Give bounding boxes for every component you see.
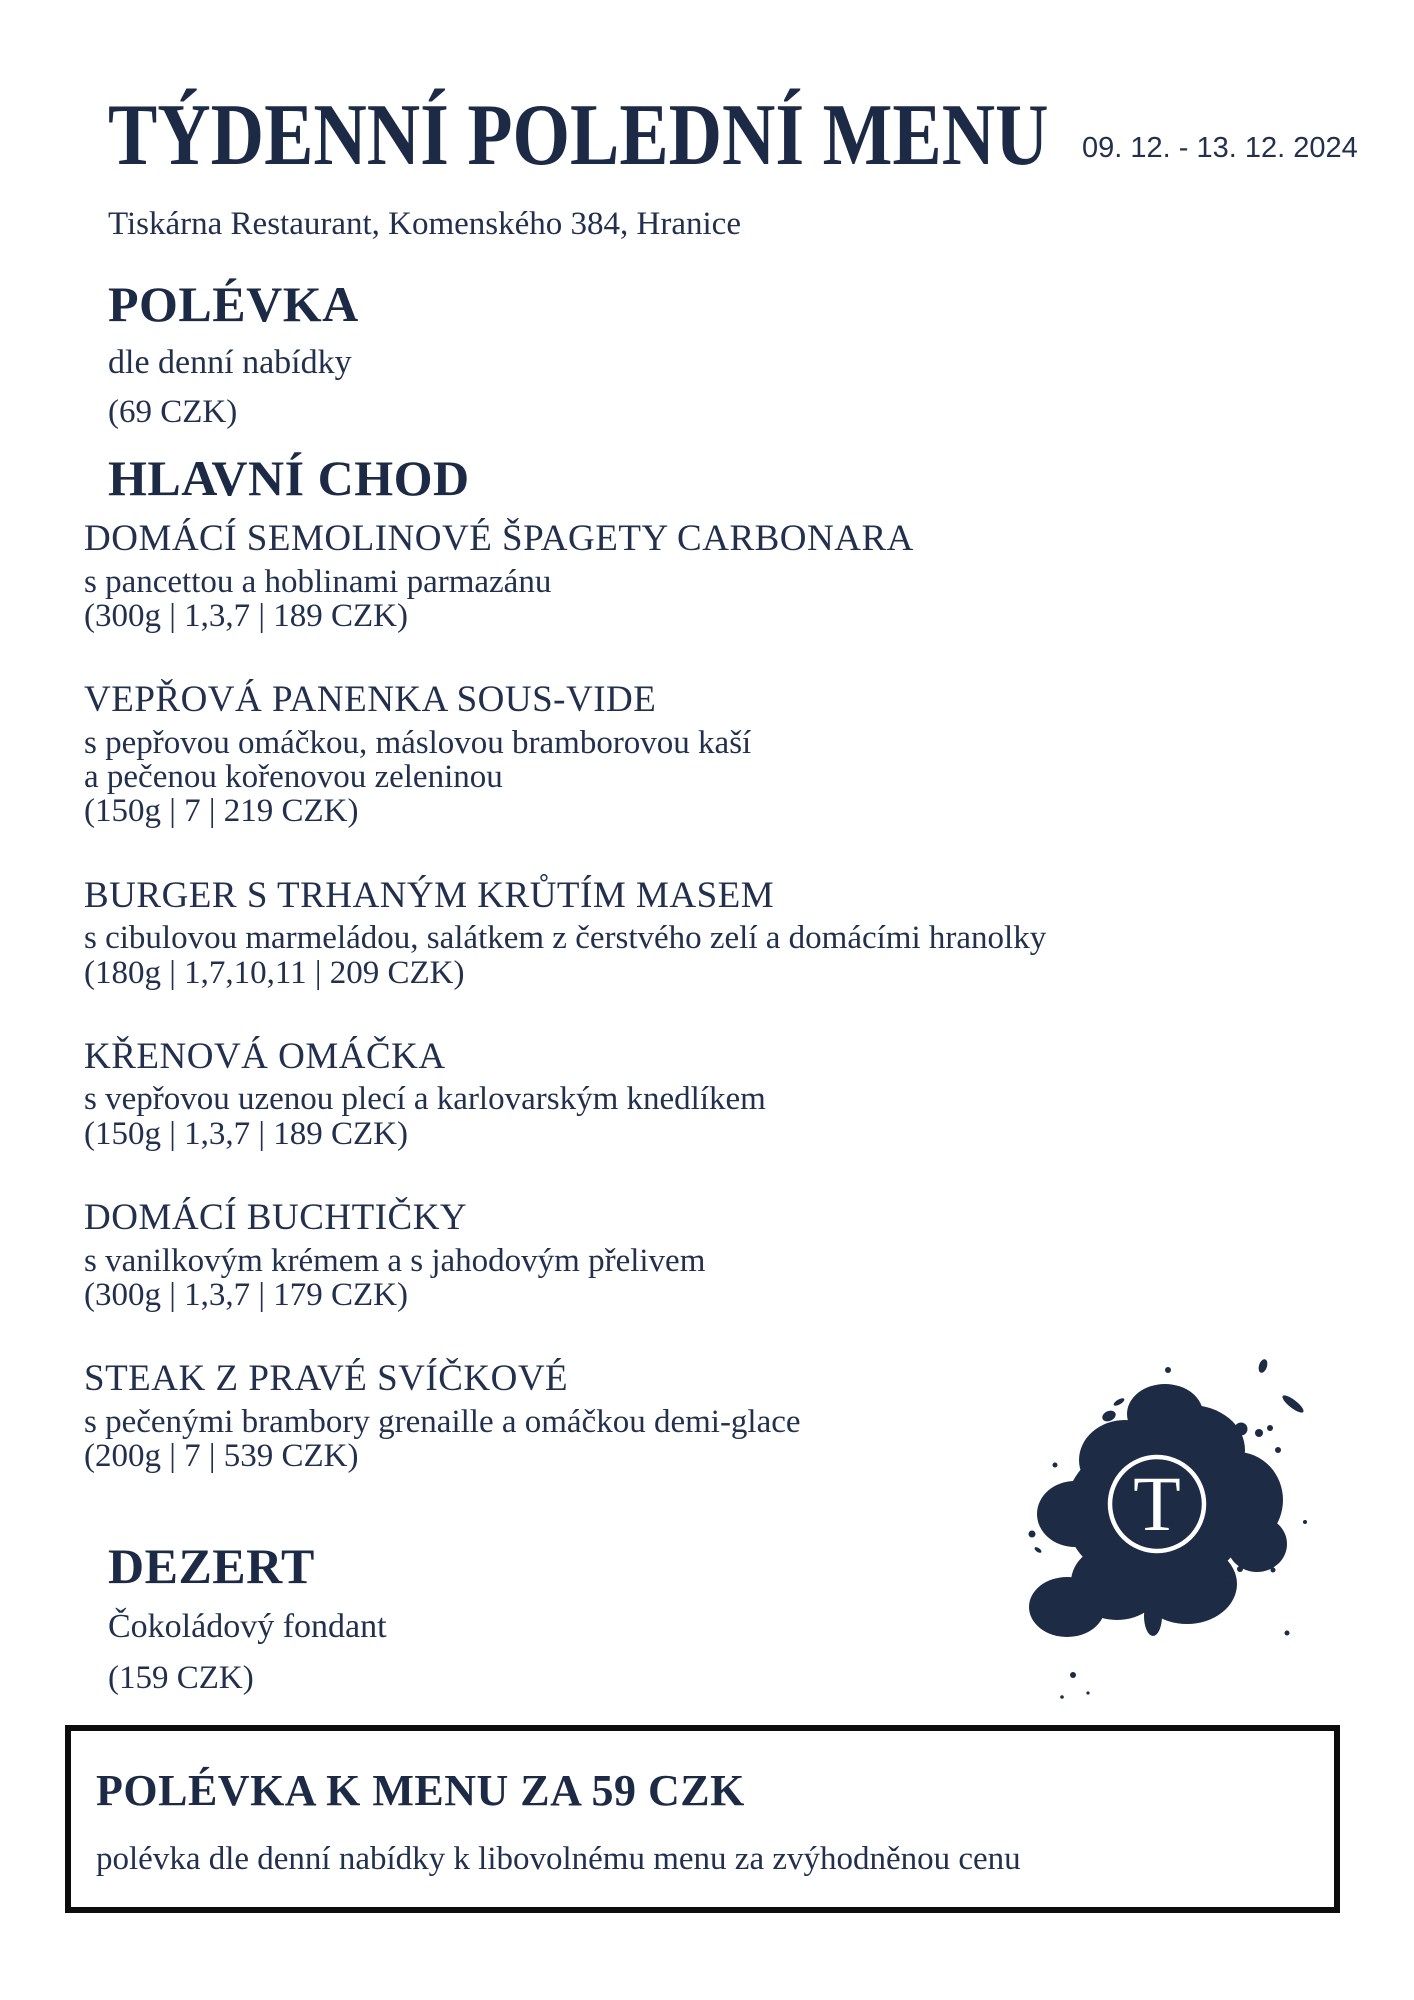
dish-name: BURGER S TRHANÝM KRŮTÍM MASEM — [84, 874, 775, 916]
dish-details: (300g | 1,3,7 | 179 CZK) — [84, 1276, 408, 1313]
dish-item — [84, 518, 1144, 633]
dish-description-line: s pečenými brambory grenaille a omáčkou demi-glace — [84, 1403, 801, 1440]
dish-description — [84, 726, 1144, 795]
soup-promo-box — [65, 1725, 1340, 1913]
dish-item — [84, 1036, 1144, 1151]
dish-name: DOMÁCÍ BUCHTIČKY — [84, 1197, 468, 1238]
dish-description — [84, 1405, 1144, 1439]
dish-description — [84, 921, 1144, 955]
logo-letter: T — [1133, 1460, 1181, 1547]
page-title: TÝDENNÍ POLEDNÍ MENU — [108, 87, 1049, 184]
dish-description — [84, 565, 1144, 599]
restaurant-address: Tiskárna Restaurant, Komenského 384, Hranice — [108, 206, 741, 242]
soup-price: (69 CZK) — [108, 394, 238, 431]
promo-description: polévka dle denní nabídky k libovolnému menu za zvýhodněnou cenu — [96, 1841, 1021, 1877]
dish-description-line: s cibulovou marmeládou, salátkem z čerstvého zelí a domácími hranolky — [84, 920, 1047, 957]
dish-name: VEPŘOVÁ PANENKA SOUS-VIDE — [84, 679, 657, 721]
dish-details: (150g | 7 | 219 CZK) — [84, 793, 359, 830]
dessert-description: Čokoládový fondant — [108, 1607, 387, 1645]
dish-description — [84, 1244, 1144, 1278]
dish-description-line: a pečenou kořenovou zeleninou — [84, 759, 503, 796]
date-range: 09. 12. - 13. 12. 2024 — [1082, 132, 1358, 164]
dish-list — [84, 518, 1144, 1519]
dish-item — [84, 875, 1144, 990]
dish-name: KŘENOVÁ OMÁČKA — [84, 1035, 446, 1077]
dish-item — [84, 1358, 1144, 1473]
soup-heading: POLÉVKA — [108, 276, 359, 332]
dish-description-line: s vepřovou uzenou plecí a karlovarským knedlíkem — [84, 1081, 766, 1118]
dish-details: (200g | 7 | 539 CZK) — [84, 1438, 359, 1475]
dish-details: (150g | 1,3,7 | 189 CZK) — [84, 1115, 408, 1152]
dessert-price: (159 CZK) — [108, 1660, 254, 1697]
dish-name: DOMÁCÍ SEMOLINOVÉ ŠPAGETY CARBONARA — [84, 518, 914, 559]
dish-description-line: s pepřovou omáčkou, máslovou bramborovou kaší — [84, 724, 752, 761]
dish-details: (300g | 1,3,7 | 189 CZK) — [84, 597, 408, 634]
dish-item — [84, 1197, 1144, 1312]
soup-section — [108, 278, 359, 433]
promo-title: POLÉVKA K MENU ZA 59 CZK — [96, 1766, 745, 1815]
dish-description-line: s vanilkovým krémem a s jahodovým přelivem — [84, 1242, 706, 1279]
soup-description: dle denní nabídky — [108, 343, 352, 381]
main-course-heading: HLAVNÍ CHOD — [108, 450, 470, 506]
dessert-section — [108, 1540, 387, 1699]
dish-item — [84, 679, 1144, 828]
dish-description — [84, 1082, 1144, 1116]
dish-name: STEAK Z PRAVÉ SVÍČKOVÉ — [84, 1358, 569, 1400]
dish-details: (180g | 1,7,10,11 | 209 CZK) — [84, 954, 465, 991]
dish-description-line: s pancettou a hoblinami parmazánu — [84, 563, 552, 600]
dessert-heading: DEZERT — [108, 1538, 315, 1594]
